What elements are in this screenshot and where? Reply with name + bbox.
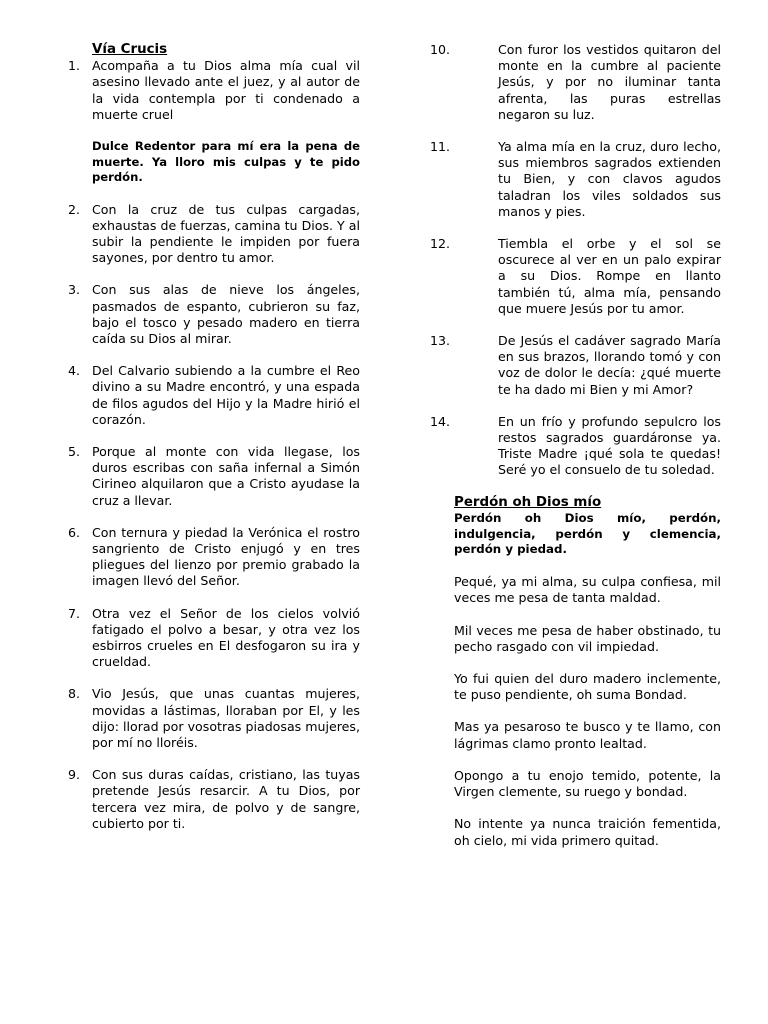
- item-number: 1.: [68, 58, 81, 74]
- refrain-text: Dulce Redentor para mí era la pena de muerte. Ya lloro mis culpas y te pido perdón.: [92, 139, 360, 185]
- section-title: Perdón oh Dios mío: [454, 494, 602, 510]
- left-column: [68, 42, 360, 832]
- item-text: Vio Jesús, que unas cuantas mujeres, movidas a lástimas, lloraban por El, y les dijo: llorad por vosotras piadosas mujeres, por mí no lloréis.: [92, 686, 360, 750]
- list-item: [68, 444, 360, 509]
- item-text: Con sus duras caídas, cristiano, las tuyas pretende Jesús resarcir. A tu Dios, por tercera vez mira, de polvo y de sangre, cubierto por ti.: [92, 767, 360, 831]
- stanza: Mil veces me pesa de haber obstinado, tu pecho rasgado con vil impiedad.: [454, 622, 721, 654]
- item-text: En un frío y profundo sepulcro los restos sagrados guardáronse ya. Triste Madre ¡qué sola te quedas! Seré yo el consuelo de tu soledad.: [498, 413, 721, 478]
- item-text: Con furor los vestidos quitaron del monte en la cumbre al paciente Jesús, y por no iluminar tanta afrenta, las puras estrellas negaron su luz.: [498, 42, 721, 122]
- refrain-text: Perdón oh Dios mío, perdón, indulgencia, perdón y clemencia, perdón y piedad.: [454, 510, 721, 557]
- item-number: 10.: [430, 42, 451, 57]
- list-item: [68, 202, 360, 267]
- list-item: [68, 767, 360, 832]
- item-number: 7.: [68, 605, 81, 621]
- item-text: Ya alma mía en la cruz, duro lecho, sus miembros sagrados extienden tu Bien, y con clavos agudos taladran los viles soldados sus manos y pies.: [498, 139, 721, 219]
- item-number: 12.: [430, 236, 451, 252]
- item-number: 4.: [68, 363, 81, 379]
- item-number: 6.: [68, 524, 81, 540]
- item-text: Del Calvario subiendo a la cumbre el Reo divino a su Madre encontró, y una espada de filos agudos del Hijo y la Madre hirió el corazón.: [92, 363, 360, 427]
- list-item: [430, 42, 721, 123]
- list-item: [68, 282, 360, 347]
- stanza: Opongo a tu enojo temido, potente, la Virgen clemente, su ruego y bondad.: [454, 767, 721, 800]
- list-item: [430, 236, 721, 317]
- list-item: [68, 686, 360, 751]
- list-item: [68, 363, 360, 428]
- item-number: 14.: [430, 413, 451, 429]
- item-number: 13.: [430, 333, 451, 349]
- item-number: 3.: [68, 282, 81, 298]
- item-text: Con sus alas de nieve los ángeles, pasmados de espanto, cubrieron su faz, bajo el tosco y pesado madero en tierra caída su Dios al mirar.: [92, 282, 360, 346]
- stanza: Pequé, ya mi alma, su culpa confiesa, mil veces me pesa de tanta maldad.: [454, 574, 721, 606]
- page-title: Vía Crucis: [92, 42, 168, 57]
- item-number: 2.: [68, 201, 81, 217]
- item-text: Otra vez el Señor de los cielos volvió fatigado el polvo a besar, y otra vez los esbirros crueles en El desfogaron su ira y crueldad.: [92, 605, 360, 670]
- right-column: [430, 42, 721, 849]
- item-number: 8.: [68, 686, 81, 702]
- item-number: 9.: [68, 767, 81, 783]
- item-text: Tiembla el orbe y el sol se oscurece al ver en un palo expirar a su Dios. Rompe en llanto también tú, alma mía, pensando que muere Jesús por tu amor.: [498, 236, 721, 316]
- item-text: De Jesús el cadáver sagrado María en sus brazos, llorando tomó y con voz de dolor le decía: ¿qué muerte te ha dado mi Bien y mi Amor?: [498, 333, 721, 397]
- list-item: [430, 333, 721, 398]
- stanza: Yo fui quien del duro madero inclemente, te puso pendiente, oh suma Bondad.: [454, 671, 721, 703]
- stanza: No intente ya nunca traición fementida, oh cielo, mi vida primero quitad.: [454, 816, 721, 848]
- list-item: [68, 525, 360, 590]
- item-text: Porque al monte con vida llegase, los duros escribas con saña infernal a Simón Cirineo alquilaron que a Cristo ayudase la cruz a llevar.: [92, 443, 360, 508]
- item-text: Acompaña a tu Dios alma mía cual vil asesino llevado ante el juez, y al autor de la vida contempla por ti condenado a muerte cruel: [92, 58, 360, 122]
- item-text: Con la cruz de tus culpas cargadas, exhaustas de fuerzas, camina tu Dios. Y al subir la pendiente le impiden por fuera sayones, por dentro tu amor.: [92, 201, 360, 266]
- list-item: [68, 606, 360, 671]
- list-item: [68, 58, 360, 123]
- list-item: [430, 414, 721, 479]
- item-number: 5.: [68, 443, 81, 459]
- stanza: Mas ya pesaroso te busco y te llamo, con lágrimas clamo pronto lealtad.: [454, 719, 721, 751]
- item-number: 11.: [430, 139, 451, 155]
- item-text: Con ternura y piedad la Verónica el rostro sangriento de Cristo enjugó y en tres pliegues del lienzo por premio grabado la imagen llevó del Señor.: [92, 524, 360, 589]
- list-item: [430, 139, 721, 220]
